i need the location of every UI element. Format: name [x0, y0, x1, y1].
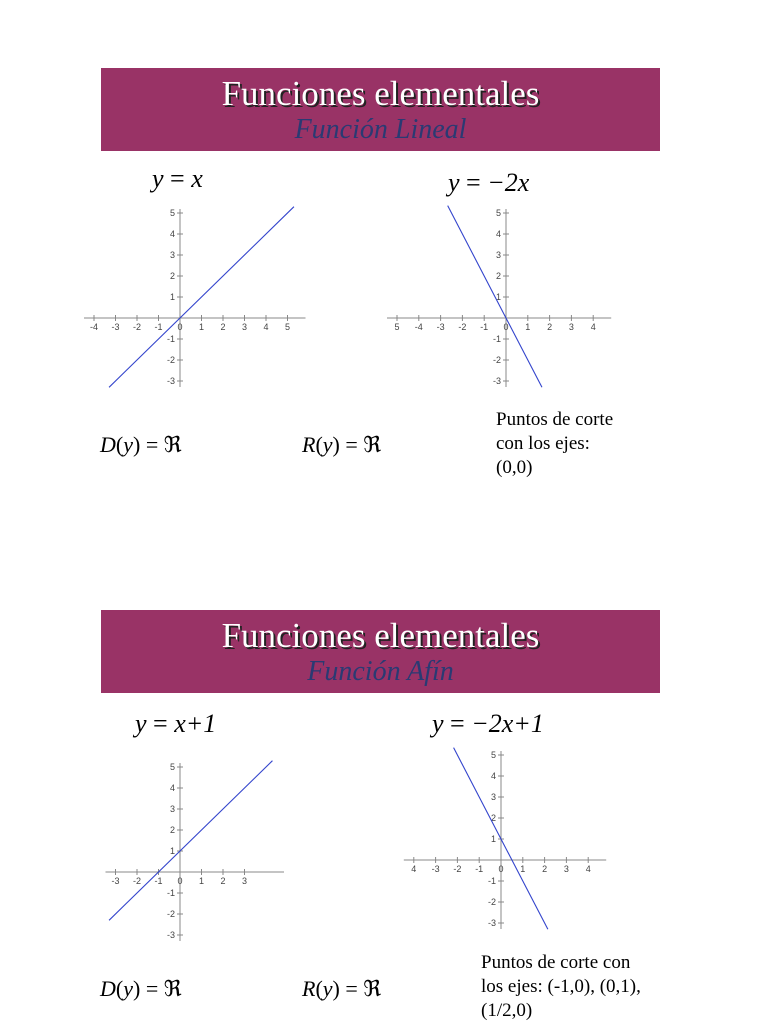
x-tick-label: -3	[431, 864, 440, 874]
y-tick-label: 2	[169, 825, 175, 835]
y-tick-label: 1	[490, 834, 496, 844]
x-tick-label: 5	[394, 322, 400, 332]
y-tick-label: -3	[492, 376, 501, 386]
x-tick-label: -1	[154, 322, 163, 332]
x-tick-label: 4	[411, 864, 417, 874]
x-tick-label: -4	[89, 322, 99, 332]
x-tick-label: -1	[154, 876, 163, 886]
x-tick-label: 2	[220, 876, 226, 886]
range-label-2: R(y) = ℜ	[302, 976, 382, 1001]
y-tick-label: 5	[169, 208, 175, 218]
x-tick-label: 1	[198, 322, 205, 332]
x-tick-label: -3	[111, 876, 120, 886]
x-tick-label: 1	[525, 322, 531, 332]
y-tick-label: 3	[169, 804, 175, 814]
x-tick-label: -3	[111, 322, 120, 332]
slide-2-subtitle: Función Afín	[307, 656, 454, 687]
equation-y-eq-x-plus-1: y = x+1	[135, 709, 217, 738]
intercepts-note-1: Puntos de corte con los ejes: (0,0)	[496, 409, 614, 478]
x-tick-label: 0	[503, 322, 509, 332]
slide-2-title: Funciones elementales	[221, 616, 540, 655]
x-tick-label: 2	[542, 864, 548, 874]
x-tick-label: 5	[284, 322, 291, 332]
y-tick-label: 4	[495, 229, 501, 239]
y-tick-label: 2	[169, 271, 175, 281]
x-tick-label: 4	[263, 322, 269, 332]
x-tick-label: 0	[498, 864, 504, 874]
x-tick-label: -2	[132, 876, 142, 886]
x-tick-label: -2	[458, 322, 467, 332]
x-tick-label: -1	[480, 322, 489, 332]
equation-y-eq-minus-2x: y = −2x	[448, 168, 530, 197]
x-tick-label: 1	[520, 864, 526, 874]
x-tick-label: 2	[547, 322, 553, 332]
slide-1-title: Funciones elementales	[221, 74, 540, 113]
y-tick-label: 5	[169, 762, 175, 772]
y-tick-label: -2	[166, 909, 175, 919]
x-tick-label: 3	[568, 322, 574, 332]
slide-1-subtitle: Función Lineal	[294, 114, 467, 145]
x-tick-label: 3	[563, 864, 569, 874]
function-line	[109, 761, 272, 921]
intercepts-note-2: Puntos de corte con los ejes: (-1,0), (0,1), (1/2,0)	[481, 952, 641, 1021]
x-tick-label: 3	[241, 876, 248, 886]
domain-label-2: D(y) = ℜ	[100, 976, 182, 1001]
x-tick-label: 1	[198, 876, 205, 886]
x-tick-label: 0	[177, 322, 183, 332]
x-tick-label: 3	[241, 322, 248, 332]
slide-1-banner	[101, 68, 660, 151]
y-tick-label: 4	[490, 771, 496, 781]
y-tick-label: -1	[487, 876, 496, 886]
y-tick-label: -3	[166, 930, 175, 940]
y-tick-label: 5	[490, 750, 496, 760]
y-tick-label: -1	[166, 888, 175, 898]
x-tick-label: -1	[475, 864, 484, 874]
equation-y-eq-x: y = x	[152, 164, 203, 193]
x-tick-label: -2	[132, 322, 142, 332]
y-tick-label: 3	[169, 250, 175, 260]
x-tick-label: -4	[414, 322, 423, 332]
x-tick-label: 4	[585, 864, 591, 874]
y-tick-label: -1	[492, 334, 501, 344]
y-tick-label: -2	[166, 355, 175, 365]
domain-label-1: D(y) = ℜ	[100, 432, 182, 457]
x-tick-label: 0	[177, 876, 183, 886]
x-tick-label: 2	[220, 322, 226, 332]
y-tick-label: -2	[487, 897, 496, 907]
y-tick-label: -3	[487, 918, 496, 928]
y-tick-label: 2	[490, 813, 496, 823]
slide-2-banner	[101, 610, 660, 693]
y-tick-label: 1	[169, 846, 175, 856]
equation-y-eq-minus-2x-plus-1: y = −2x+1	[432, 709, 544, 738]
y-tick-label: 3	[490, 792, 496, 802]
range-label-1: R(y) = ℜ	[302, 432, 382, 457]
y-tick-label: 1	[495, 292, 501, 302]
y-tick-label: 1	[169, 292, 175, 302]
y-tick-label: 2	[495, 271, 501, 281]
x-tick-label: 4	[590, 322, 596, 332]
y-tick-label: 4	[169, 783, 175, 793]
x-tick-label: -3	[436, 322, 445, 332]
y-tick-label: -2	[492, 355, 501, 365]
y-tick-label: 3	[495, 250, 501, 260]
y-tick-label: -3	[166, 376, 175, 386]
y-tick-label: -1	[166, 334, 175, 344]
y-tick-label: 5	[495, 208, 501, 218]
x-tick-label: -2	[453, 864, 462, 874]
y-tick-label: 4	[169, 229, 175, 239]
function-line	[109, 207, 294, 388]
